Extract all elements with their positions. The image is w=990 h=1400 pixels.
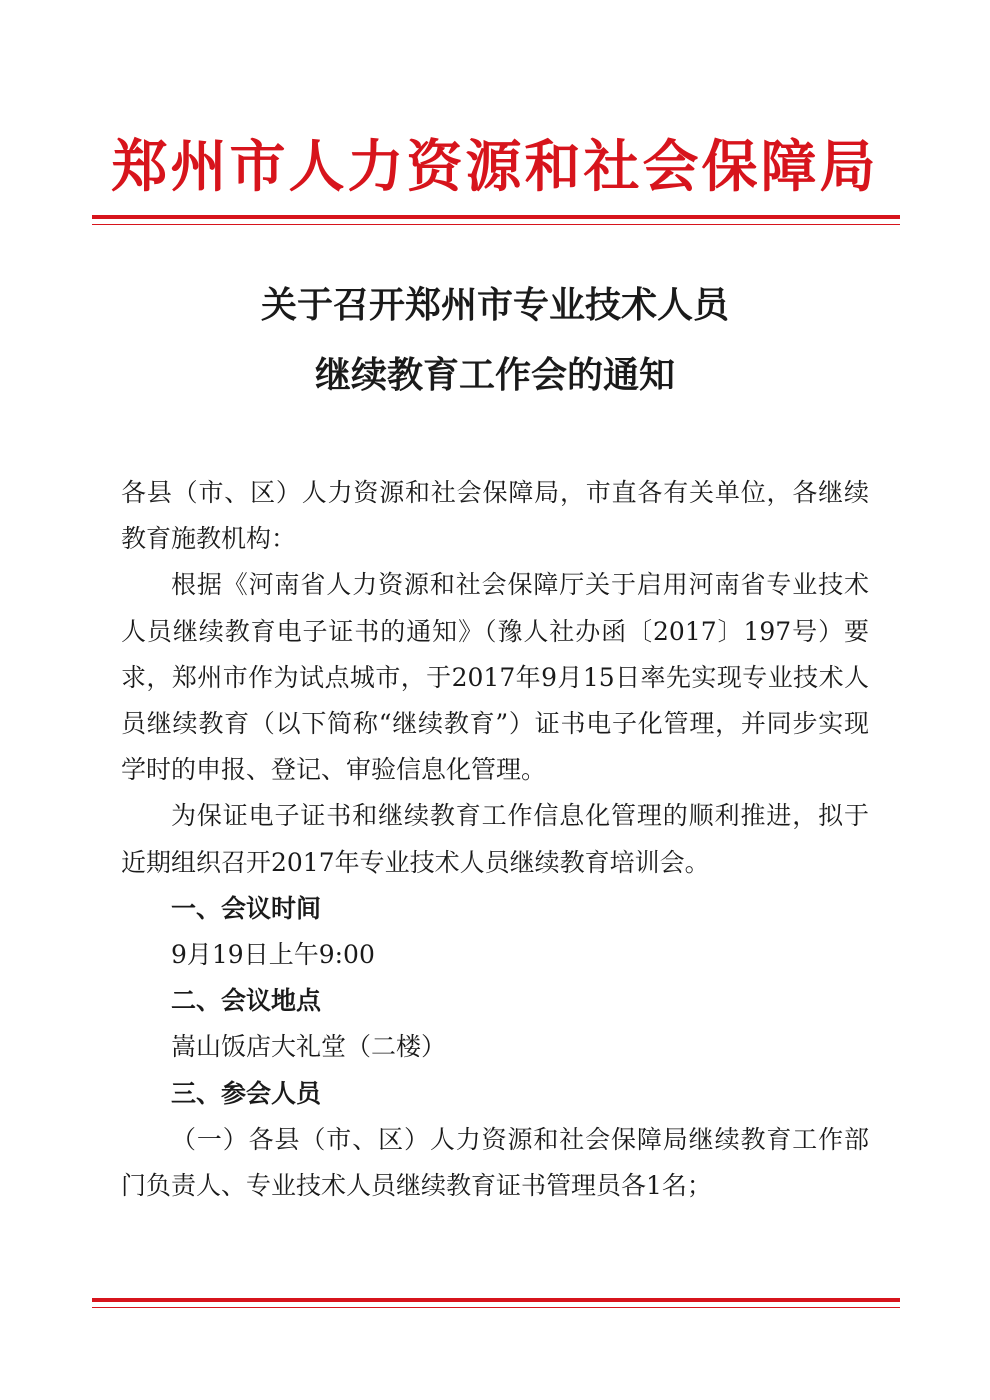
meeting-place: 嵩山饭店大礼堂（二楼）	[171, 1032, 447, 1062]
paragraph-purpose: 为保证电子证书和继续教育工作信息化管理的顺利推进，拟于近期组织召开2017年专业技术人员继续教育培训会。	[121, 801, 869, 877]
section-heading-time: 一、会议时间	[171, 893, 322, 923]
footer-rule-thick	[92, 1298, 900, 1302]
section-heading-attendees: 三、参会人员	[171, 1078, 322, 1108]
footer-rule-thin	[92, 1307, 900, 1308]
document-title-line-1: 关于召开郑州市专业技术人员	[260, 284, 729, 326]
paragraph-basis: 根据《河南省人力资源和社会保障厅关于启用河南省专业技术人员继续教育电子证书的通知》（豫人社办函〔2017〕197号）要求，郑州市作为试点城市，于2017年9月15日率先实现专业技术人员继续教育（以下简称“继续教育”）证书电子化管理，并同步实现学时的申报、登记、审验信息化管理。	[121, 570, 869, 785]
meeting-time: 9月19日上午9:00	[171, 940, 375, 970]
issuer-letterhead: 郑州市人力资源和社会保障局	[111, 135, 879, 200]
section-heading-place: 二、会议地点	[171, 986, 322, 1016]
document-title-line-2: 继续教育工作会的通知	[314, 354, 675, 396]
letterhead-rule-thin	[92, 224, 900, 225]
addressee: 各县（市、区）人力资源和社会保障局，市直各有关单位，各继续教育施教机构：	[121, 478, 869, 554]
letterhead-rule-thick	[92, 215, 900, 219]
attendees-item-1: （一）各县（市、区）人力资源和社会保障局继续教育工作部门负责人、专业技术人员继续教育证书管理员各1名；	[121, 1124, 869, 1201]
document-body	[121, 470, 869, 1209]
